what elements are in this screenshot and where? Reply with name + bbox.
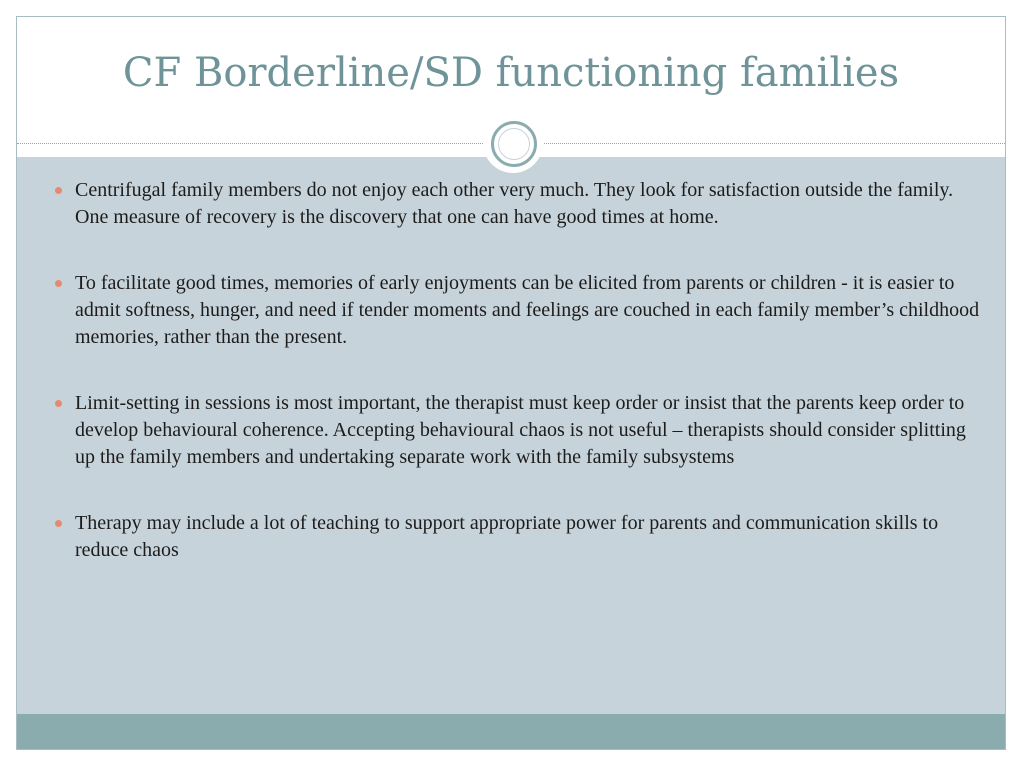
ornament-ring-inner [498,128,530,160]
bullet-item [51,390,981,471]
bullet-text: Centrifugal family members do not enjoy each other very much. They look for satisfaction outside the family. One measure of recovery is the discovery that one can have good times at home. [75,179,954,228]
bullet-dot-icon [55,520,62,527]
bullet-text: Limit-setting in sessions is most important, the therapist must keep order or insist that the parents keep order to develop behavioural coherence. Accepting behavioural chaos is not useful – therapists should consider splitting up the family members and undertaking separate work with the family subsystems [75,392,966,468]
footer-band [17,714,1005,749]
bullet-text: Therapy may include a lot of teaching to support appropriate power for parents and communication skills to reduce chaos [75,512,939,561]
bullet-item [51,510,981,564]
slide [16,16,1006,750]
slide-title: CF Borderline/SD functioning families [122,50,900,96]
bullet-dot-icon [55,280,62,287]
bullet-item [51,177,981,231]
bullet-dot-icon [55,400,62,407]
bullet-item [51,270,981,351]
bullet-list [51,177,981,603]
circle-ornament-icon [483,113,543,173]
bullet-dot-icon [55,187,62,194]
bullet-text: To facilitate good times, memories of early enjoyments can be elicited from parents or children - it is easier to admit softness, hunger, and need if tender moments and feelings are couched in each family member’s childhood memories, rather than the present. [75,272,980,348]
ornament-ring [491,121,537,167]
